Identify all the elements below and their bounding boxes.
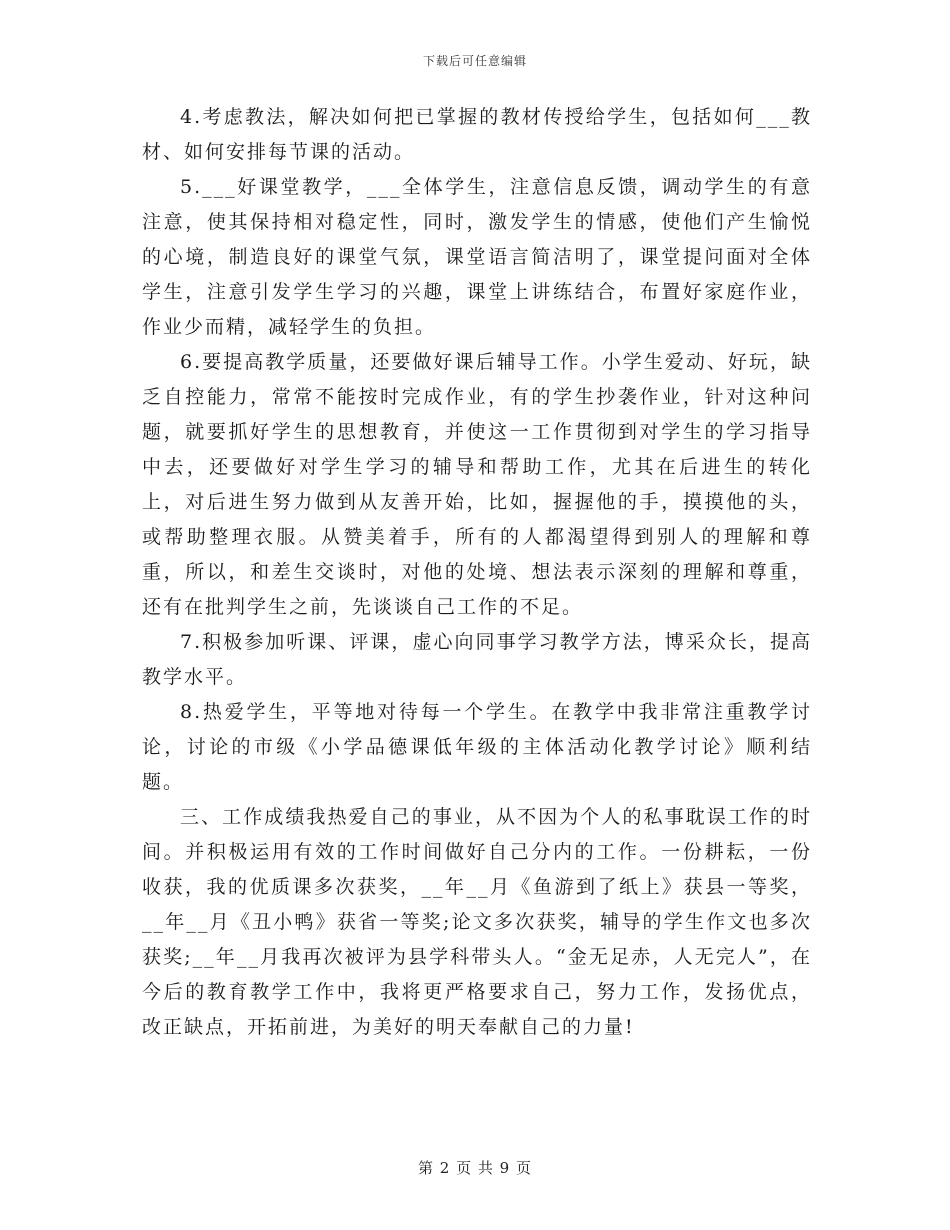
paragraph-work-achievements: 三、工作成绩我热爱自己的事业，从不因为个人的私事耽误工作的时间。并积极运用有效的工作时间做好自己分内的工作。一份耕耘，一份收获，我的优质课多次获奖，__年__月《鱼游到了纸上》获县一等奖，__年__月《丑小鸭》获省一等奖;论文多次获奖，辅导的学生作文也多次获奖;__年__月我再次被评为县学科带头人。“金无足赤，人无完人”，在今后的教育教学工作中，我将更严格要求自己，努力工作，发扬优点，改正缺点，开拓前进，为美好的明天奉献自己的力量! [142, 806, 812, 1038]
document-body [142, 100, 812, 1045]
paragraph-item-4: 4.考虑教法，解决如何把已掌握的教材传授给学生，包括如何___教材、如何安排每节课的活动。 [142, 106, 812, 163]
paragraph-item-5: 5.___好课堂教学，___全体学生，注意信息反馈，调动学生的有意注意，使其保持相对稳定性，同时，激发学生的情感，使他们产生愉悦的心境，制造良好的课堂气氛，课堂语言简洁明了，课堂提问面对全体学生，注意引发学生学习的兴趣，课堂上讲练结合，布置好家庭作业，作业少而精，减轻学生的负担。 [142, 176, 812, 338]
page-header: 下载后可任意编辑 [422, 54, 527, 68]
page-number-footer: 第 2 页 共 9 页 [418, 1159, 532, 1177]
paragraph-item-6: 6.要提高教学质量，还要做好课后辅导工作。小学生爱动、好玩，缺乏自控能力，常常不能按时完成作业，有的学生抄袭作业，针对这种问题，就要抓好学生的思想教育，并使这一工作贯彻到对学生的学习指导中去，还要做好对学生学习的辅导和帮助工作，尤其在后进生的转化上，对后进生努力做到从友善开始，比如，握握他的手，摸摸他的头，或帮助整理衣服。从赞美着手，所有的人都渴望得到别人的理解和尊重，所以，和差生交谈时，对他的处境、想法表示深刻的理解和尊重，还有在批判学生之前，先谈谈自己工作的不足。 [142, 351, 812, 618]
paragraph-item-8: 8.热爱学生，平等地对待每一个学生。在教学中我非常注重教学讨论，讨论的市级《小学品德课低年级的主体活动化教学讨论》顺利结题。 [142, 701, 812, 793]
paragraph-item-7: 7.积极参加听课、评课，虚心向同事学习教学方法，博采众长，提高教学水平。 [142, 631, 812, 688]
